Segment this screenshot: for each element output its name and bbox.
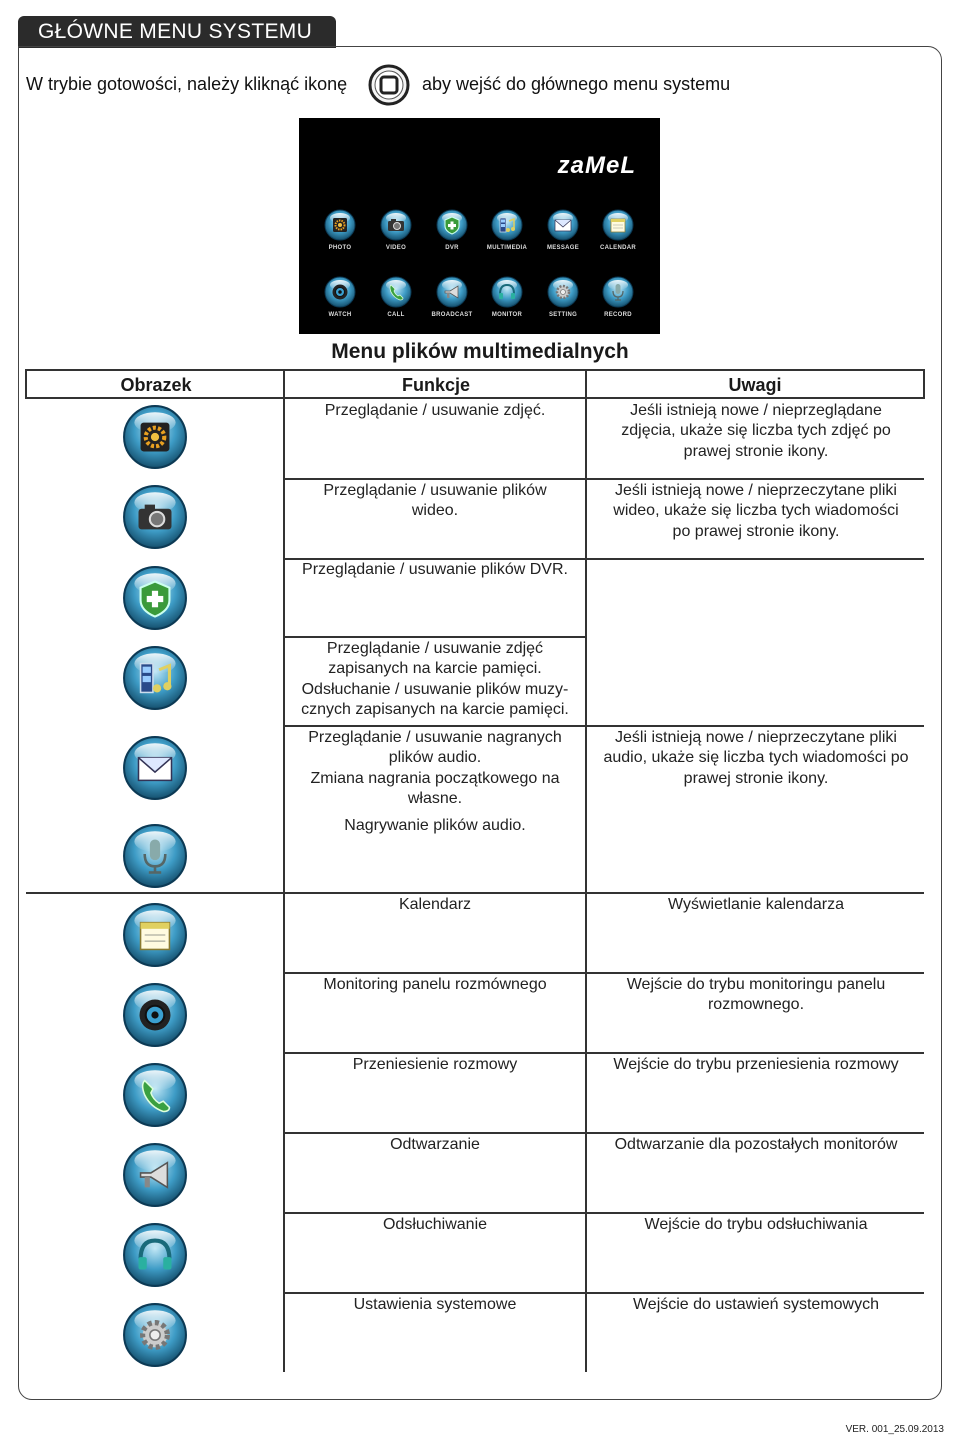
function-text-line: Zmiana nagrania początkowego na (310, 769, 560, 787)
note-cell (588, 481, 924, 542)
screen-menu-record[interactable] (592, 276, 644, 318)
note-text-line: Odtwarzanie dla pozostałych monitorów (614, 1136, 898, 1153)
row-divider (284, 972, 924, 974)
camera-icon (122, 484, 188, 550)
function-text-line: Kalendarz (398, 896, 472, 913)
function-cell (286, 895, 584, 915)
screen-menu-calendar[interactable] (592, 209, 644, 251)
screen-menu-call[interactable] (370, 276, 422, 318)
microphone-icon (122, 823, 188, 889)
note-text-line: Jeśli istnieją nowe / nieprzeglądane (630, 402, 882, 419)
zamel-logo: zaMeL (557, 152, 636, 179)
function-text-line: Monitoring panelu rozmównego (323, 976, 547, 993)
note-text-line: prawej stronie ikony. (683, 442, 829, 460)
screen-menu-label: MULTIMEDIA (486, 245, 528, 251)
function-text-line: Przeglądanie / usuwanie zdjęć (326, 640, 544, 657)
screen-menu-label: BROADCAST (431, 312, 473, 318)
lens-icon (324, 276, 356, 308)
function-text-line: własne. (407, 789, 463, 807)
screen-menu-label: SETTING (548, 312, 578, 318)
note-text-line: Wyświetlanie kalendarza (668, 896, 844, 913)
shield-icon (436, 209, 468, 241)
microphone-icon (602, 276, 634, 308)
function-cell (286, 975, 584, 995)
note-cell (588, 1135, 924, 1155)
function-cell (286, 1215, 584, 1235)
screen-menu-label: RECORD (604, 312, 632, 318)
note-text-line: Jeśli istnieją nowe / nieprzeczytane pliki (615, 729, 897, 746)
function-text-line: Przeglądanie / usuwanie plików DVR. (302, 561, 568, 578)
row-divider (284, 1052, 924, 1054)
note-text-line: Jeśli istnieją nowe / nieprzeczytane pliki (615, 482, 897, 499)
function-cell (286, 481, 584, 522)
function-text-line: plików audio. (388, 749, 482, 767)
row-divider (284, 1212, 924, 1214)
intro-text-before: W trybie gotowości, należy kliknąć ikonę (26, 74, 348, 94)
camera-icon (380, 209, 412, 241)
menu-square-icon (368, 64, 410, 106)
function-text-line: Odsłuchanie / usuwanie plików muzy- (301, 680, 569, 698)
row-divider (284, 636, 586, 638)
function-cell (286, 728, 584, 809)
note-text-line: wideo, ukaże się liczba tych wiadomości (613, 502, 899, 520)
gear-icon (122, 1302, 188, 1368)
screen-menu-label: MONITOR (491, 312, 523, 318)
note-cell (588, 895, 924, 915)
note-cell (588, 1055, 924, 1075)
screen-menu-label: DVR (445, 245, 459, 251)
shield-icon (122, 565, 188, 631)
row-divider (284, 478, 924, 480)
note-cell (588, 975, 924, 1016)
screen-menu-video[interactable] (370, 209, 422, 251)
header-functions: Funkcje (401, 375, 471, 395)
function-text-line: Ustawienia systemowe (353, 1296, 517, 1313)
function-text-line: Nagrywanie plików audio. (344, 817, 526, 834)
lens-icon (122, 982, 188, 1048)
version-label: VER. 001_25.09.2013 (845, 1424, 944, 1435)
screen-menu-broadcast[interactable] (426, 276, 478, 318)
screen-menu-setting[interactable] (537, 276, 589, 318)
screen-menu-label: CALL (387, 312, 405, 318)
note-cell (588, 728, 924, 789)
phone-icon (122, 1062, 188, 1128)
screen-menu-label: CALENDAR (599, 245, 637, 251)
calendar-icon (122, 902, 188, 968)
intro-text-after: aby wejść do głównego menu systemu (422, 74, 731, 94)
note-text-line: Wejście do trybu przeniesienia rozmowy (613, 1056, 899, 1073)
function-text-line: zapisanych na karcie pamięci. (328, 660, 542, 678)
note-text-line: Wejście do trybu odsłuchiwania (644, 1216, 868, 1233)
function-cell (286, 1135, 584, 1155)
function-cell (286, 1295, 584, 1315)
note-text-line: audio, ukaże się liczba tych wiadomości po (603, 749, 909, 767)
photo-icon (122, 404, 188, 470)
table-header (25, 369, 925, 399)
row-divider (284, 1292, 924, 1294)
calendar-icon (602, 209, 634, 241)
screen-menu-photo[interactable] (314, 209, 366, 251)
screen-menu-multimedia[interactable] (481, 209, 533, 251)
megaphone-icon (436, 276, 468, 308)
screen-menu-watch[interactable] (314, 276, 366, 318)
screen-menu-message[interactable] (537, 209, 589, 251)
phone-icon (380, 276, 412, 308)
function-text-line: Przeniesienie rozmowy (352, 1056, 518, 1073)
screen-menu-label: VIDEO (385, 245, 407, 251)
megaphone-icon (122, 1142, 188, 1208)
envelope-icon (547, 209, 579, 241)
function-cell (286, 560, 584, 580)
row-divider (284, 892, 924, 894)
function-text-line: Przeglądanie / usuwanie zdjęć. (324, 402, 546, 419)
function-text-line: Odsłuchiwanie (382, 1216, 488, 1233)
note-cell (588, 401, 924, 462)
header-notes: Uwagi (728, 375, 782, 395)
note-text-line: Wejście do trybu monitoringu panelu (626, 976, 886, 993)
function-cell (286, 401, 584, 421)
headphones-icon (122, 1222, 188, 1288)
row-divider (284, 1132, 924, 1134)
column-divider (585, 369, 587, 1372)
photo-icon (324, 209, 356, 241)
note-cell (588, 1295, 924, 1315)
headphones-icon (491, 276, 523, 308)
multimedia-icon (122, 645, 188, 711)
column-divider (283, 369, 285, 1372)
menu-screen-preview (299, 118, 660, 334)
note-text-line: prawej stronie ikony. (683, 769, 829, 787)
function-cell (286, 639, 584, 720)
function-cell (286, 816, 584, 836)
gear-icon (547, 276, 579, 308)
function-text-line: Przeglądanie / usuwanie plików (323, 482, 547, 499)
section-title: Menu plików multimedialnych (331, 340, 629, 363)
function-text-line: cznych zapisanych na karcie pamięci. (301, 700, 569, 718)
function-cell (286, 1055, 584, 1075)
note-text-line: Wejście do ustawień systemowych (632, 1296, 880, 1313)
screen-menu-label: MESSAGE (546, 245, 580, 251)
function-text-line: Odtwarzanie (390, 1136, 480, 1153)
function-text-line: Przeglądanie / usuwanie nagranych (308, 729, 562, 746)
page-title: GŁÓWNE MENU SYSTEMU (18, 16, 336, 48)
screen-menu-label: WATCH (328, 312, 352, 318)
note-text-line: rozmownego. (707, 996, 805, 1014)
screen-menu-label: PHOTO (328, 245, 352, 251)
function-text-line: wideo. (411, 502, 459, 520)
row-divider (284, 725, 924, 727)
screen-menu-monitor[interactable] (481, 276, 533, 318)
note-cell (588, 1215, 924, 1235)
note-text-line: po prawej stronie ikony. (672, 522, 840, 540)
header-image: Obrazek (120, 375, 192, 395)
note-text-line: zdjęcia, ukaże się liczba tych zdjęć po (621, 422, 891, 440)
multimedia-icon (491, 209, 523, 241)
screen-menu-dvr[interactable] (426, 209, 478, 251)
envelope-icon (122, 735, 188, 801)
row-divider (26, 892, 284, 894)
